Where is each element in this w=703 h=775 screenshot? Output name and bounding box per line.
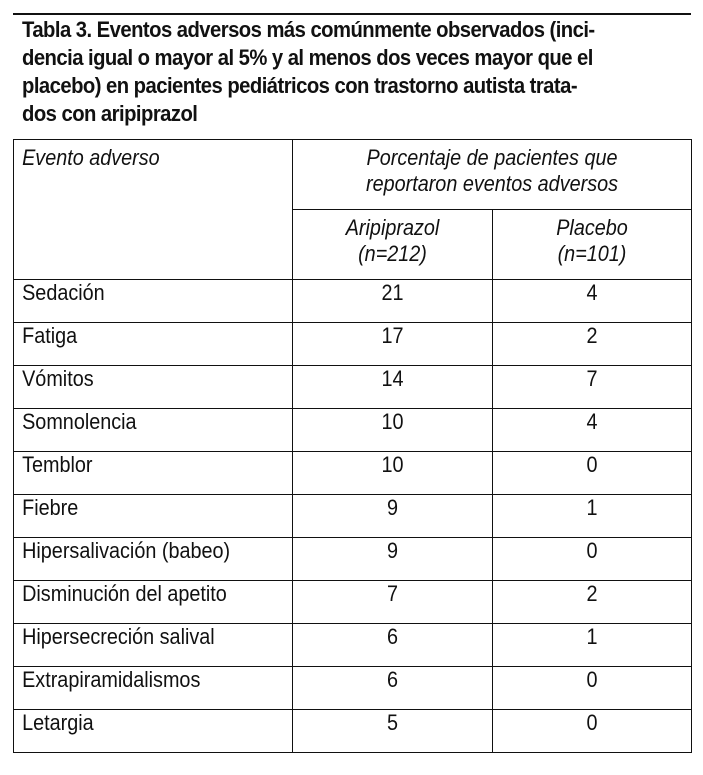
table-row bbox=[14, 452, 692, 495]
aripiprazol-cell: 10 bbox=[293, 452, 493, 495]
aripiprazol-cell: 10 bbox=[293, 409, 493, 452]
header-aripiprazol-name: Aripiprazol bbox=[345, 215, 440, 240]
header-group-line: reportaron eventos adversos bbox=[365, 171, 619, 196]
event-cell: Disminución del apetito bbox=[14, 581, 293, 624]
aripiprazol-cell: 6 bbox=[293, 624, 493, 667]
placebo-cell: 2 bbox=[493, 581, 692, 624]
event-cell: Fiebre bbox=[14, 495, 293, 538]
caption-line: Tabla 3. Eventos adversos más comúnmente observados (inci- bbox=[22, 17, 595, 42]
placebo-cell: 1 bbox=[493, 624, 692, 667]
placebo-cell: 7 bbox=[493, 366, 692, 409]
header-placebo bbox=[493, 210, 692, 280]
header-placebo-name: Placebo bbox=[556, 215, 628, 240]
event-cell: Somnolencia bbox=[14, 409, 293, 452]
placebo-cell: 4 bbox=[493, 409, 692, 452]
placebo-cell: 4 bbox=[493, 280, 692, 323]
caption-line: placebo) en pacientes pediátricos con trastorno autista trata- bbox=[22, 73, 578, 98]
header-row bbox=[14, 140, 692, 210]
header-event: Evento adverso bbox=[14, 140, 293, 280]
placebo-cell: 1 bbox=[493, 495, 692, 538]
table-row bbox=[14, 667, 692, 710]
header-placebo-n: (n=101) bbox=[557, 241, 627, 266]
table-row bbox=[14, 710, 692, 753]
table-caption bbox=[22, 16, 690, 128]
placebo-cell: 2 bbox=[493, 323, 692, 366]
table-row bbox=[14, 581, 692, 624]
placebo-cell: 0 bbox=[493, 710, 692, 753]
event-cell: Vómitos bbox=[14, 366, 293, 409]
top-rule bbox=[13, 13, 691, 15]
event-cell: Fatiga bbox=[14, 323, 293, 366]
aripiprazol-cell: 21 bbox=[293, 280, 493, 323]
adverse-events-table bbox=[13, 139, 692, 753]
header-aripiprazol bbox=[293, 210, 493, 280]
caption-line: dencia igual o mayor al 5% y al menos dos veces mayor que el bbox=[22, 45, 593, 70]
event-cell: Temblor bbox=[14, 452, 293, 495]
table-row bbox=[14, 366, 692, 409]
event-cell: Hipersalivación (babeo) bbox=[14, 538, 293, 581]
table-row bbox=[14, 624, 692, 667]
aripiprazol-cell: 6 bbox=[293, 667, 493, 710]
aripiprazol-cell: 7 bbox=[293, 581, 493, 624]
header-group-line: Porcentaje de pacientes que bbox=[366, 145, 618, 170]
aripiprazol-cell: 14 bbox=[293, 366, 493, 409]
table-row bbox=[14, 495, 692, 538]
aripiprazol-cell: 17 bbox=[293, 323, 493, 366]
placebo-cell: 0 bbox=[493, 667, 692, 710]
aripiprazol-cell: 9 bbox=[293, 495, 493, 538]
caption-line: dos con aripiprazol bbox=[22, 101, 198, 126]
placebo-cell: 0 bbox=[493, 452, 692, 495]
event-cell: Letargia bbox=[14, 710, 293, 753]
event-cell: Hipersecreción salival bbox=[14, 624, 293, 667]
event-cell: Extrapiramidalismos bbox=[14, 667, 293, 710]
event-cell: Sedación bbox=[14, 280, 293, 323]
header-percentage-group bbox=[293, 140, 692, 210]
table-row bbox=[14, 280, 692, 323]
table-row bbox=[14, 323, 692, 366]
table-row bbox=[14, 538, 692, 581]
aripiprazol-cell: 5 bbox=[293, 710, 493, 753]
placebo-cell: 0 bbox=[493, 538, 692, 581]
aripiprazol-cell: 9 bbox=[293, 538, 493, 581]
table-row bbox=[14, 409, 692, 452]
header-aripiprazol-n: (n=212) bbox=[358, 241, 427, 266]
